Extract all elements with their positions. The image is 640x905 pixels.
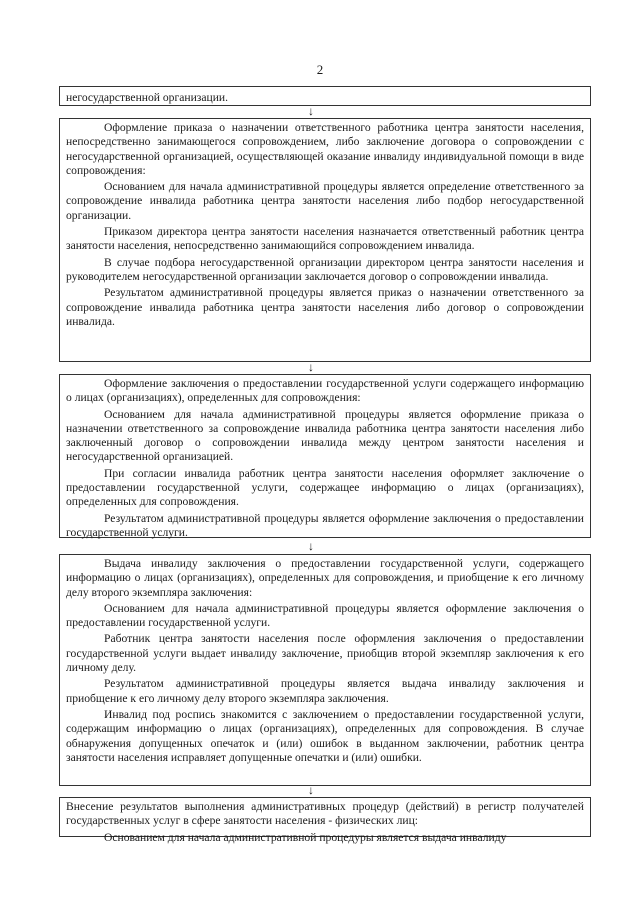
block3-heading: Оформление заключения о предоставлении государственной услуги содержащего информацию о лицах (организациях), определенных для сопровождения:: [66, 377, 584, 405]
block2-paragraph: Основанием для начала административной процедуры является определение ответственного за сопровождение инвалида работника центра занятости населения либо подбор негосударственной организации.: [66, 180, 584, 222]
flow-block-3: [59, 374, 591, 538]
block4-heading: Выдача инвалиду заключения о предоставлении государственной услуги, содержащего информацию о лицах (организациях), определенных для сопровождения, и приобщение к его личному делу второго экземпляра заключения:: [66, 557, 584, 599]
flow-block-4: [59, 554, 591, 786]
block4-paragraph: Инвалид под роспись знакомится с заключением о предоставлении государственной услуги, содержащим информацию о лицах (организациях), определенных для сопровождения. В случае обнаружения допущенных опечаток и (или) ошибок в выданном заключении, работник центра занятости населения исправляет допущенные опечатки и (или) ошибки.: [66, 707, 584, 764]
arrow-down-icon: ↓: [308, 539, 314, 553]
page-number: 2: [316, 62, 324, 77]
block4-paragraph: Результатом административной процедуры является выдача инвалиду заключения и приобщение к его личному делу второго экземпляра заключения.: [66, 677, 584, 705]
block4-paragraph: Основанием для начала административной процедуры является оформление заключения о предоставлении государственной услуги.: [66, 601, 584, 630]
block5-heading: Внесение результатов выполнения административных процедур (действий) в регистр получателей государственных услуг в сфере занятости населения - физических лиц:: [66, 800, 584, 828]
block4-paragraph: Работник центра занятости населения после оформления заключения о предоставлении государственной услуги выдает инвалиду заключение, приобщив второй экземпляр заключения к его личному делу.: [66, 632, 584, 675]
block2-paragraph: В случае подбора негосударственной организации директором центра занятости населения и руководителем негосударственной организации заключается договор о сопровождении инвалида.: [66, 255, 584, 283]
block1-text: негосударственной организации.: [66, 91, 229, 104]
block5-paragraph: Основанием для начала административной процедуры является выдача инвалиду: [104, 830, 507, 844]
flow-block-2: [59, 118, 591, 362]
arrow-down-icon: ↓: [308, 783, 314, 797]
block3-paragraph: Основанием для начала административной процедуры является оформление приказа о назначении ответственного за сопровождение инвалида работника центра занятости населения либо заключенный договор о сопровождении инвалида между центром занятости населения и негосударственной организацией.: [66, 407, 584, 464]
flow-block-5: [59, 797, 591, 844]
block2-paragraph: Приказом директора центра занятости населения назначается ответственный работник центра занятости населения, непосредственно занимающийся сопровождением инвалида.: [66, 225, 584, 253]
arrow-down-icon: ↓: [308, 104, 314, 118]
block3-paragraph: При согласии инвалида работник центра занятости населения оформляет заключение о предоставлении государственной услуги, содержащее информацию о лицах (организациях), определенных для сопровождения.: [66, 466, 584, 509]
arrow-down-icon: ↓: [308, 360, 314, 374]
block2-paragraph: Результатом административной процедуры является приказ о назначении ответственного за сопровождение инвалида работника центра занятости населения либо договор о сопровождении инвалида.: [66, 286, 584, 328]
block2-heading: Оформление приказа о назначении ответственного работника центра занятости населения, непосредственно занимающегося сопровождением, либо заключение договора о сопровождении с негосударственной организацией, осуществляющей оказание инвалиду индивидуальной помощи в виде сопровождения:: [66, 121, 584, 177]
flow-block-1: [59, 86, 591, 106]
block3-paragraph: Результатом административной процедуры является оформление заключения о предоставлении государственной услуги.: [66, 511, 584, 539]
